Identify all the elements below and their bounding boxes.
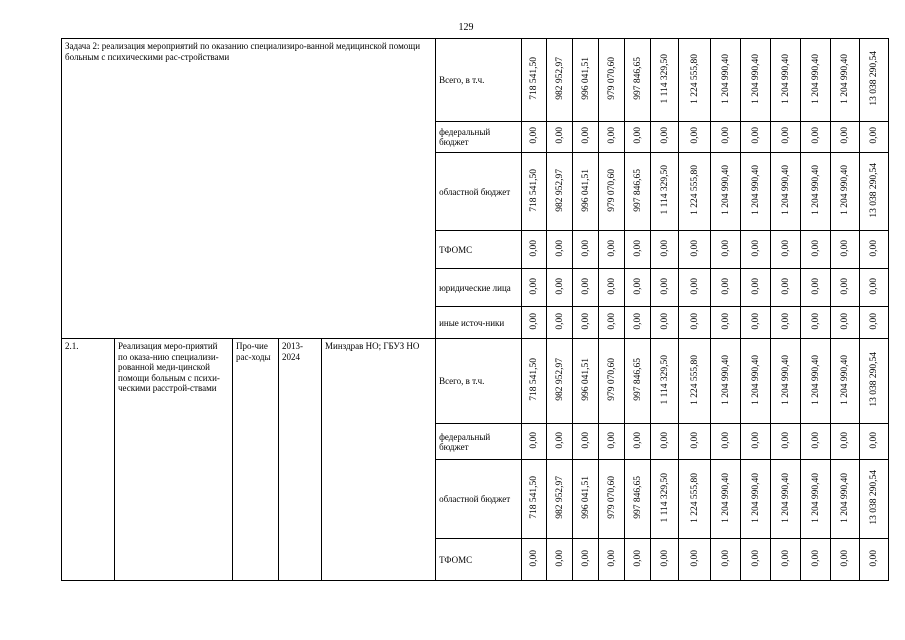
- value-cell: 0,00: [780, 312, 791, 330]
- period: 2013-2024: [279, 339, 322, 581]
- funding-source-label: юридические лица: [436, 269, 522, 307]
- value-cell: 1 204 990,40: [720, 472, 731, 523]
- value-cell: 0,00: [554, 431, 565, 449]
- value-cell: 1 204 990,40: [720, 53, 731, 104]
- value-cell: 0,00: [580, 239, 591, 257]
- value-cell: 0,00: [810, 549, 821, 567]
- value-cell: 0,00: [750, 277, 761, 295]
- value-cell: 996 041,51: [580, 168, 591, 212]
- value-cell: 1 204 990,40: [780, 354, 791, 405]
- value-cell: 982 952,97: [554, 57, 565, 101]
- value-cell: 0,00: [840, 277, 851, 295]
- value-cell: 0,00: [689, 277, 700, 295]
- value-cell: 0,00: [606, 277, 617, 295]
- value-cell: 0,00: [720, 312, 731, 330]
- value-cell: 1 224 555,80: [689, 53, 700, 104]
- value-cell: 1 204 990,40: [810, 165, 821, 216]
- value-cell: 0,00: [554, 127, 565, 145]
- value-cell: 0,00: [632, 549, 643, 567]
- funding-source-label: федеральный бюджет: [436, 424, 522, 460]
- value-cell: 1 204 990,40: [840, 165, 851, 216]
- value-cell: 0,00: [840, 549, 851, 567]
- value-cell: 0,00: [689, 312, 700, 330]
- value-cell: 0,00: [632, 431, 643, 449]
- value-cell: 0,00: [580, 431, 591, 449]
- value-cell: 0,00: [869, 277, 880, 295]
- value-cell: 0,00: [780, 239, 791, 257]
- value-cell: 13 038 290,54: [869, 352, 880, 408]
- value-cell: 0,00: [580, 549, 591, 567]
- value-cell: 997 846,65: [632, 168, 643, 212]
- value-cell: 1 224 555,80: [689, 354, 700, 405]
- value-cell: 996 041,51: [580, 57, 591, 101]
- value-cell: 0,00: [810, 431, 821, 449]
- value-cell: 0,00: [869, 239, 880, 257]
- value-cell: 1 224 555,80: [689, 165, 700, 216]
- value-cell: 0,00: [659, 239, 670, 257]
- task-row-total: [62, 39, 889, 122]
- value-cell: 13 038 290,54: [869, 470, 880, 526]
- funding-source-label: ТФОМС: [436, 231, 522, 269]
- value-cell: 1 204 990,40: [750, 53, 761, 104]
- value-cell: 0,00: [529, 127, 540, 145]
- value-cell: 0,00: [632, 312, 643, 330]
- value-cell: 0,00: [750, 239, 761, 257]
- value-cell: 982 952,97: [554, 358, 565, 402]
- budget-table: [61, 38, 889, 581]
- value-cell: 0,00: [750, 127, 761, 145]
- funding-source-label: Всего, в т.ч.: [436, 339, 522, 424]
- value-cell: 0,00: [720, 239, 731, 257]
- value-cell: 0,00: [750, 549, 761, 567]
- expense-type: Про-чие рас-ходы: [233, 339, 279, 581]
- value-cell: 0,00: [606, 239, 617, 257]
- value-cell: 0,00: [780, 127, 791, 145]
- value-cell: 0,00: [840, 239, 851, 257]
- value-cell: 0,00: [632, 239, 643, 257]
- value-cell: 1 204 990,40: [780, 165, 791, 216]
- funding-source-label: ТФОМС: [436, 539, 522, 581]
- funding-source-label: областной бюджет: [436, 153, 522, 231]
- value-cell: 0,00: [606, 549, 617, 567]
- value-cell: 718 541,50: [529, 358, 540, 402]
- value-cell: 979 070,60: [606, 168, 617, 212]
- value-cell: 0,00: [606, 312, 617, 330]
- value-cell: 1 224 555,80: [689, 472, 700, 523]
- value-cell: 0,00: [780, 549, 791, 567]
- value-cell: 0,00: [869, 431, 880, 449]
- value-cell: 1 204 990,40: [750, 165, 761, 216]
- value-cell: 718 541,50: [529, 476, 540, 520]
- value-cell: 0,00: [554, 277, 565, 295]
- value-cell: 0,00: [659, 431, 670, 449]
- value-cell: 1 204 990,40: [810, 53, 821, 104]
- value-cell: 0,00: [689, 549, 700, 567]
- value-cell: 997 846,65: [632, 57, 643, 101]
- value-cell: 979 070,60: [606, 476, 617, 520]
- value-cell: 1 204 990,40: [720, 165, 731, 216]
- value-cell: 0,00: [554, 312, 565, 330]
- value-cell: 982 952,97: [554, 168, 565, 212]
- value-cell: 0,00: [659, 549, 670, 567]
- value-cell: 0,00: [840, 431, 851, 449]
- activity-name: Реализация меро-приятий по оказа-нию специализи-рованной меди-цинской помощи больным с психи-ческими расстрой-ствами: [115, 339, 233, 581]
- value-cell: 0,00: [659, 127, 670, 145]
- funding-source-label: Всего, в т.ч.: [436, 39, 522, 122]
- value-cell: 0,00: [554, 239, 565, 257]
- value-cell: 0,00: [554, 549, 565, 567]
- value-cell: 997 846,65: [632, 358, 643, 402]
- value-cell: 997 846,65: [632, 476, 643, 520]
- funding-source-label: областной бюджет: [436, 460, 522, 539]
- value-cell: 1 204 990,40: [840, 354, 851, 405]
- value-cell: 0,00: [529, 312, 540, 330]
- value-cell: 0,00: [750, 431, 761, 449]
- value-cell: 1 204 990,40: [750, 472, 761, 523]
- value-cell: 1 114 329,50: [659, 354, 670, 405]
- value-cell: 996 041,51: [580, 476, 591, 520]
- value-cell: 0,00: [720, 127, 731, 145]
- value-cell: 0,00: [810, 127, 821, 145]
- value-cell: 0,00: [606, 431, 617, 449]
- executor: Минздрав НО; ГБУЗ НО: [322, 339, 436, 581]
- value-cell: 0,00: [632, 277, 643, 295]
- value-cell: 1 204 990,40: [780, 472, 791, 523]
- value-cell: 1 204 990,40: [840, 53, 851, 104]
- value-cell: 979 070,60: [606, 358, 617, 402]
- value-cell: 0,00: [810, 277, 821, 295]
- value-cell: 0,00: [689, 127, 700, 145]
- funding-source-label: федеральный бюджет: [436, 122, 522, 153]
- value-cell: 1 204 990,40: [810, 354, 821, 405]
- value-cell: 0,00: [529, 277, 540, 295]
- value-cell: 1 204 990,40: [810, 472, 821, 523]
- value-cell: 0,00: [869, 127, 880, 145]
- value-cell: 0,00: [632, 127, 643, 145]
- value-cell: 1 204 990,40: [780, 53, 791, 104]
- value-cell: 996 041,51: [580, 358, 591, 402]
- value-cell: 0,00: [529, 549, 540, 567]
- value-cell: 1 204 990,40: [720, 354, 731, 405]
- value-cell: 0,00: [580, 277, 591, 295]
- value-cell: 0,00: [529, 239, 540, 257]
- value-cell: 982 952,97: [554, 476, 565, 520]
- value-cell: 0,00: [869, 549, 880, 567]
- value-cell: 0,00: [720, 277, 731, 295]
- value-cell: 0,00: [810, 239, 821, 257]
- activity-row-total: [62, 339, 889, 424]
- value-cell: 0,00: [659, 312, 670, 330]
- value-cell: 718 541,50: [529, 57, 540, 101]
- value-cell: 0,00: [659, 277, 670, 295]
- value-cell: 0,00: [580, 312, 591, 330]
- value-cell: 0,00: [750, 312, 761, 330]
- value-cell: 0,00: [720, 431, 731, 449]
- value-cell: 0,00: [840, 312, 851, 330]
- value-cell: 13 038 290,54: [869, 162, 880, 218]
- value-cell: 0,00: [689, 431, 700, 449]
- value-cell: 0,00: [780, 277, 791, 295]
- value-cell: 1 204 990,40: [750, 354, 761, 405]
- value-cell: 1 114 329,50: [659, 472, 670, 523]
- value-cell: 0,00: [689, 239, 700, 257]
- task-title: Задача 2: реализация мероприятий по оказанию специализиро-ванной медицинской помощи больным с психическими рас-стройствами: [62, 39, 436, 339]
- value-cell: 1 114 329,50: [659, 53, 670, 104]
- value-cell: 0,00: [720, 549, 731, 567]
- value-cell: 0,00: [810, 312, 821, 330]
- value-cell: 979 070,60: [606, 57, 617, 101]
- value-cell: 0,00: [580, 127, 591, 145]
- value-cell: 718 541,50: [529, 168, 540, 212]
- activity-number: 2.1.: [62, 339, 115, 581]
- value-cell: 0,00: [869, 312, 880, 330]
- value-cell: 13 038 290,54: [869, 51, 880, 107]
- value-cell: 1 114 329,50: [659, 165, 670, 216]
- value-cell: 1 204 990,40: [840, 472, 851, 523]
- value-cell: 0,00: [780, 431, 791, 449]
- page-number: 129: [458, 22, 474, 33]
- funding-source-label: иные источ-ники: [436, 307, 522, 339]
- value-cell: 0,00: [529, 431, 540, 449]
- value-cell: 0,00: [840, 127, 851, 145]
- value-cell: 0,00: [606, 127, 617, 145]
